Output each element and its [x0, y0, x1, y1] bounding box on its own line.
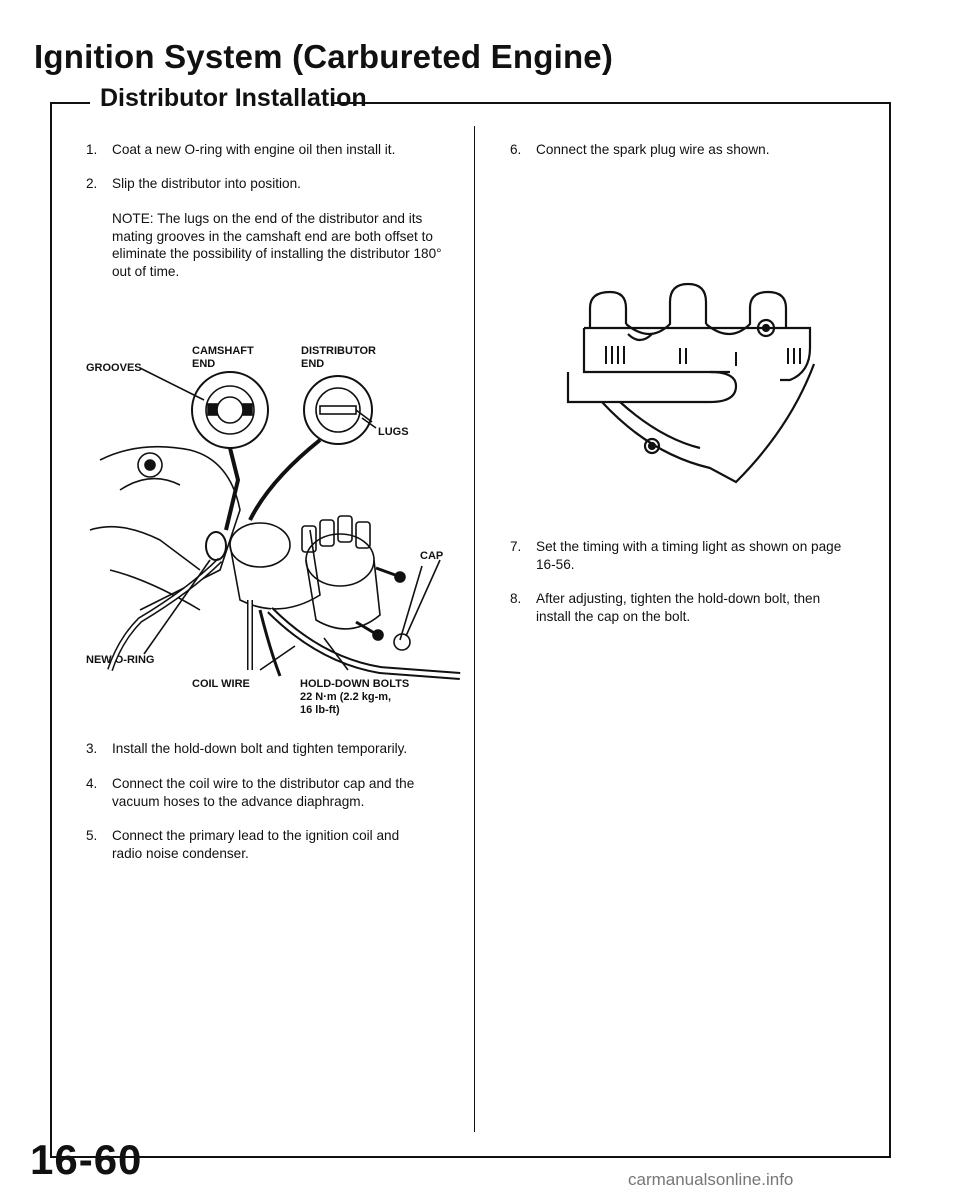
label-distributor-end: DISTRIBUTOR END: [301, 345, 376, 370]
step-number: 7.: [510, 539, 522, 554]
label-new-oring: NEW O-RING: [86, 654, 155, 666]
label-camshaft-end: CAMSHAFT END: [192, 345, 254, 370]
label-coil-wire: COIL WIRE: [192, 678, 250, 690]
distributor-installation-illustration: [80, 370, 460, 680]
step-text: Set the timing with a timing light as shown on page 16-56.: [536, 539, 842, 572]
note-paragraph: NOTE: The lugs on the end of the distributor and its mating grooves in the camshaft end are both offset to eliminate the possibility of installing the distributor 180° out of time.: [112, 211, 442, 279]
step-number: 4.: [86, 776, 98, 791]
label-cap: CAP: [420, 550, 444, 562]
step-number: 1.: [86, 142, 98, 157]
page-number: 16-60: [30, 1136, 143, 1183]
step-text: Coat a new O-ring with engine oil then install it.: [112, 142, 396, 157]
distributor-cap-illustration: [560, 268, 830, 488]
step-number: 8.: [510, 591, 522, 606]
header-rule-right: [333, 102, 890, 104]
watermark-text: carmanualsonline.info: [628, 1170, 794, 1189]
label-lugs: LUGS: [378, 426, 409, 438]
page-title: Ignition System (Carbureted Engine): [34, 38, 614, 75]
step-text: Slip the distributor into position.: [112, 176, 301, 191]
frame-bottom-border: [50, 1156, 891, 1158]
step-text: After adjusting, tighten the hold-down bolt, then install the cap on the bolt.: [536, 591, 821, 624]
step-text: Connect the spark plug wire as shown.: [536, 142, 770, 157]
step-text: Install the hold-down bolt and tighten temporarily.: [112, 741, 408, 756]
header-rule-left: [50, 102, 90, 104]
section-subtitle: Distributor Installation: [100, 84, 367, 112]
label-grooves: GROOVES: [86, 362, 142, 374]
frame-left-border: [50, 102, 52, 1156]
label-hold-down-bolts: HOLD-DOWN BOLTS 22 N·m (2.2 kg-m, 16 lb-ft): [300, 678, 410, 716]
step-text: Connect the primary lead to the ignition coil and radio noise condenser.: [112, 828, 400, 861]
column-divider: [474, 126, 475, 1132]
step-number: 6.: [510, 142, 522, 157]
step-number: 2.: [86, 176, 98, 191]
step-number: 5.: [86, 828, 98, 843]
step-text: Connect the coil wire to the distributor cap and the vacuum hoses to the advance diaphragm.: [112, 776, 415, 809]
step-number: 3.: [86, 741, 98, 756]
frame-right-border: [889, 102, 891, 1156]
